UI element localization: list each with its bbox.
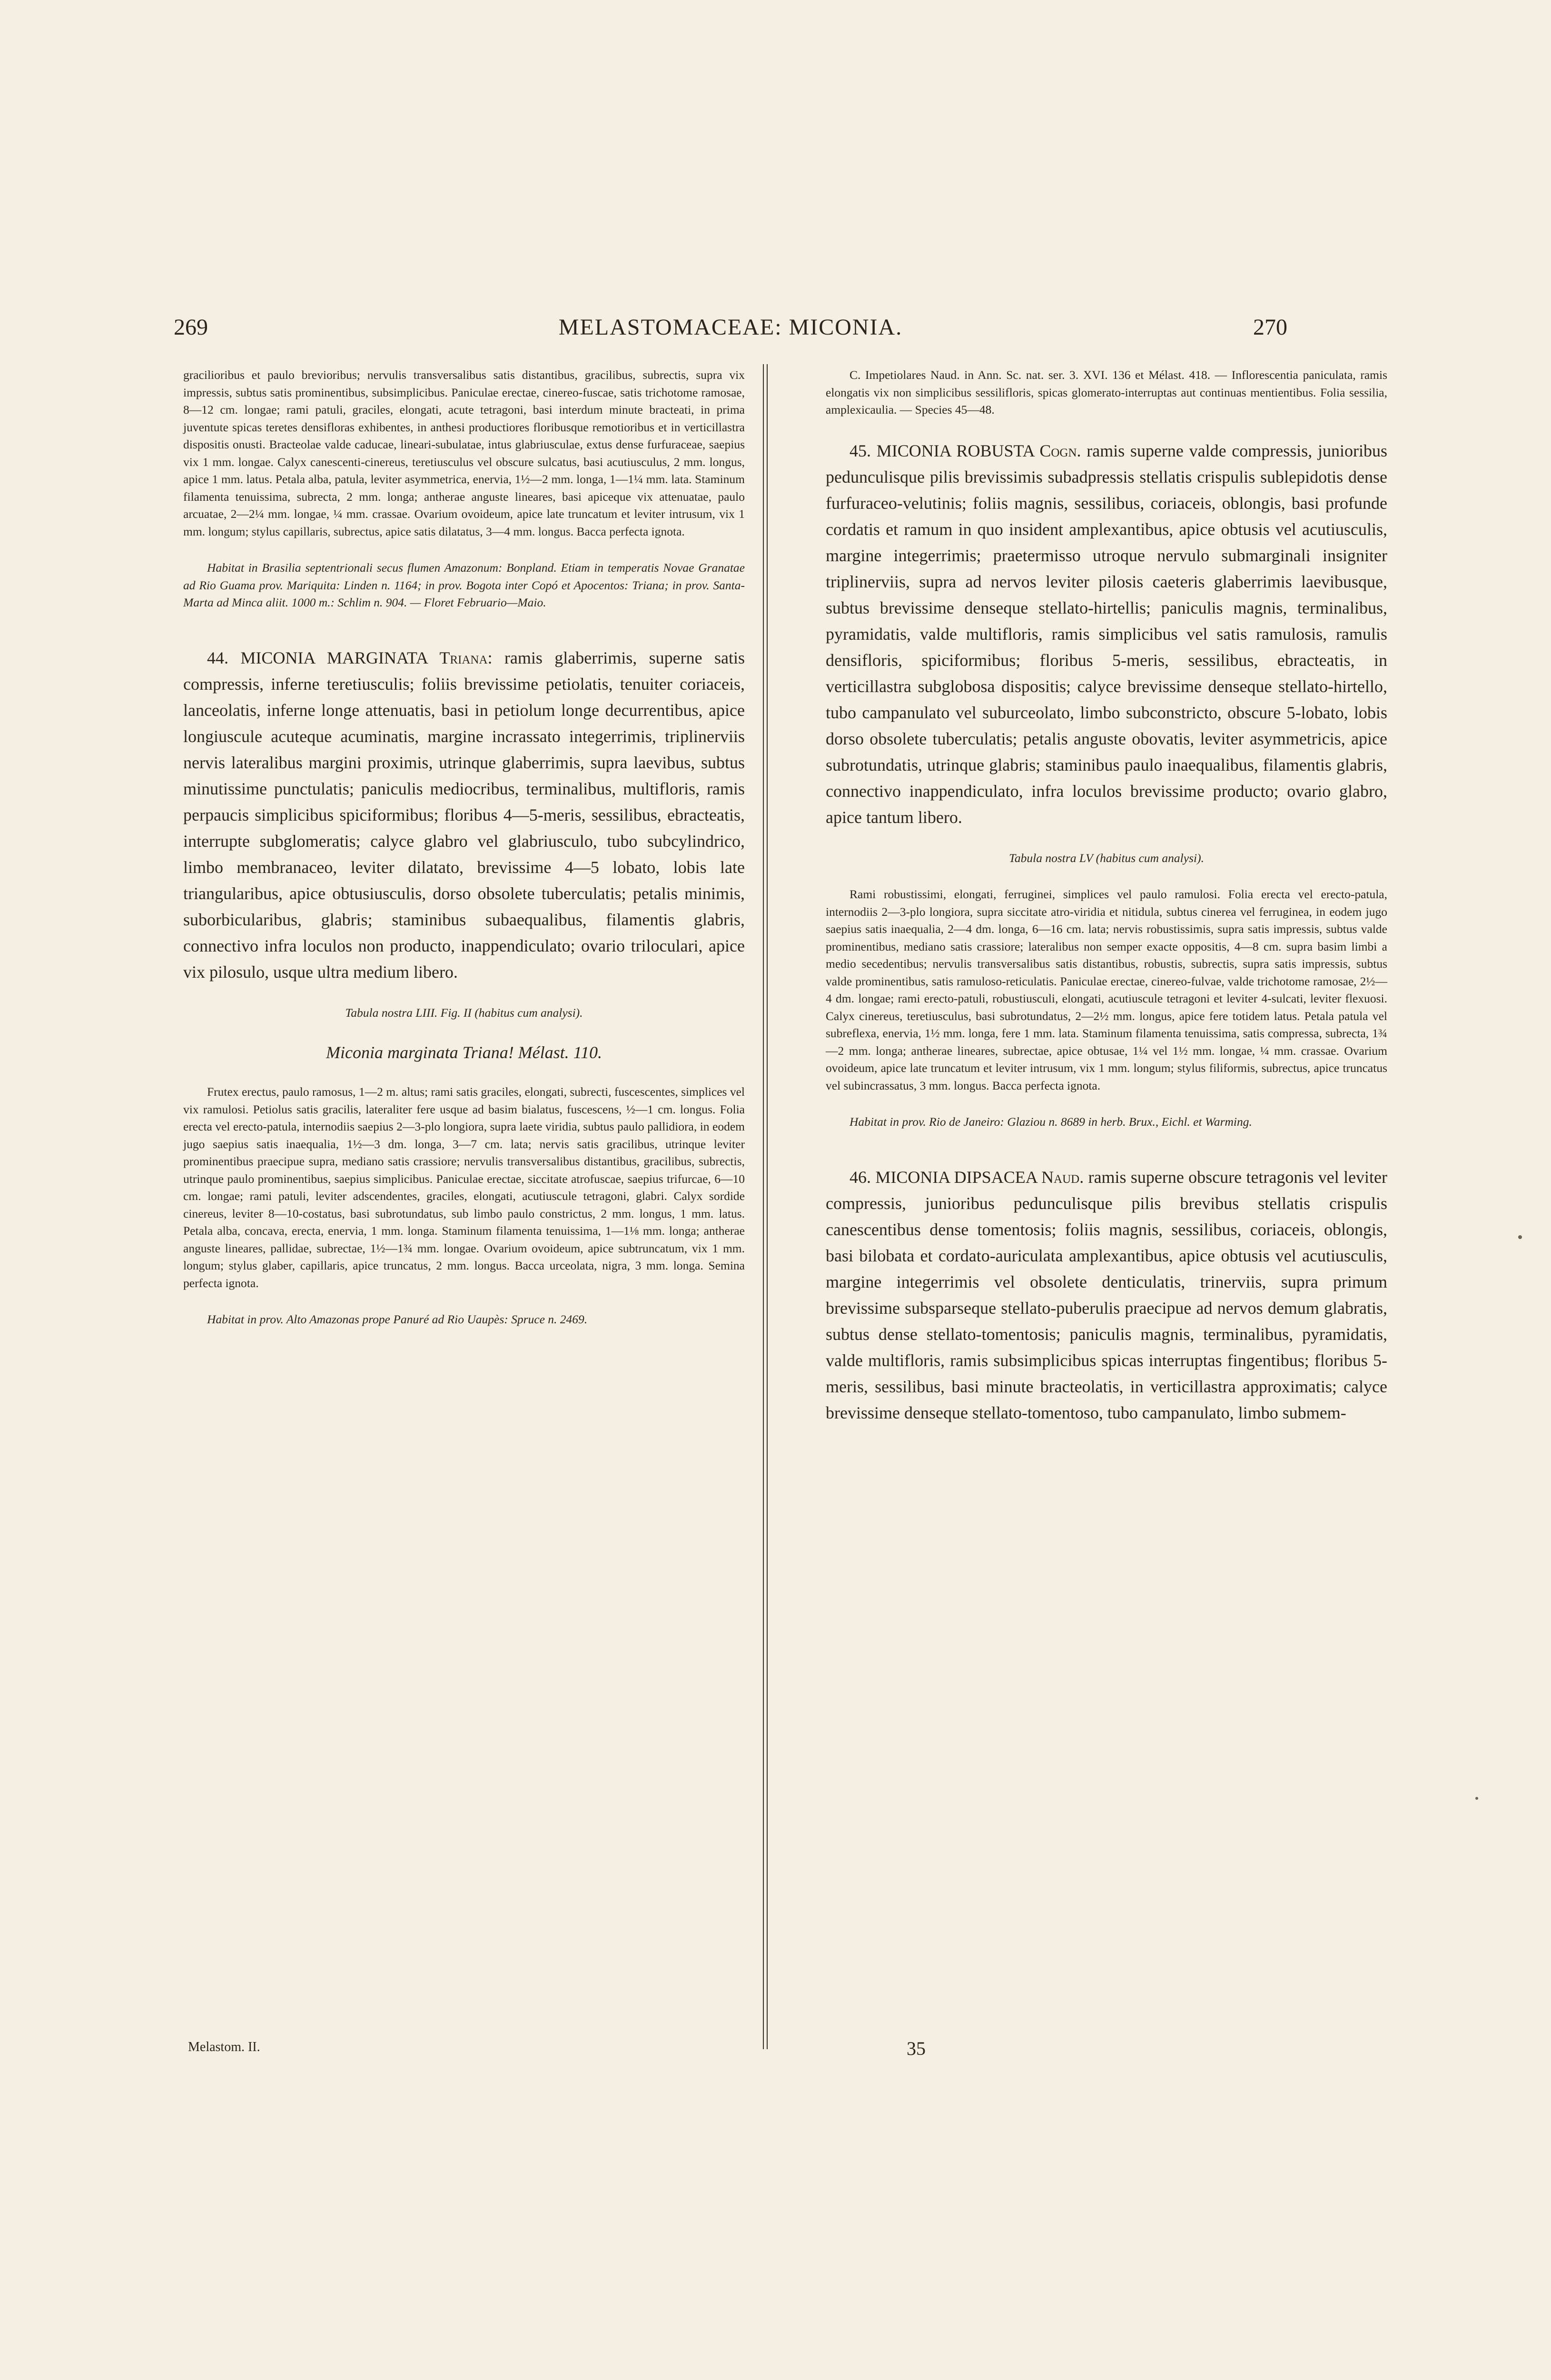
description-45: Rami robustissimi, elongati, ferruginei, simplices vel paulo ramulosi. Folia erecta vel erecto-patula, internodiis 2—3-plo longiora, supra siccitate atro-viridia et nitidula, subtus cinerea vel ferruginea, in eodem jugo saepius satis inaequalia, 2—4 dm. longa, 6—16 cm. lata; nervis robustissimis, supra satis impressis, subtus valde prominentibus, mediano satis crassiore; lateralibus non semper exacte oppositis, 4—8 cm. supra basim limbi a medio secedentibus; nervulis transversalibus satis distantibus, robustis, subrectis, supra satis impressis, subtus valde prominentibus, satis ramuloso-reticulatis. Paniculae erectae, cinereo-fulvae, valde trichotome ramosae, 2½—4 dm. longae; rami erecto-patuli, robustiusculi, elongati, acutiuscule tetragoni et leviter 4-sulcati, leviter flexuosi. Calyx cinereus, teretiusculus, basi subrotundatus, 2—2½ mm. longus, apice fere totidem latus. Petala patula vel subreflexa, enervia, 1½ mm. longa, fere 1 mm. lata. Staminum filamenta tenuissima, satis compressa, subrecta, 1¾—2 mm. longa; antherae lineares, subrectae, apice obtusae, 1¼ vel 1½ mm. longae, ¼ mm. crassae. Ovarium ovoideum, apice late truncatum et leviter intrusum, vix 1 mm. longum; stylus filiformis, subrectus, apice truncatus vel subincrassatus, 3 mm. longus. Bacca perfecta ignota.: [826, 887, 1387, 1092]
running-title: MELASTOMACEAE: MICONIA.: [558, 315, 903, 340]
species-46-number: 46.: [850, 1167, 871, 1187]
sheet-number: 35: [907, 2038, 926, 2059]
species-44-text: : ramis glaberrimis, superne satis compressis, inferne teretiusculis; foliis brevissime petiolatis, tenuiter coriaceis, lanceolatis, inferne longe attenuatis, basi in petiolum longe decurrentibus, apice longiuscule acuteque acuminatis, margine incrassato integerrimis, triplinerviis nervis lateralibus margini proximis, utrinque glaberrimis, supra laevibus, subtus minutissime punctulatis; paniculis mediocribus, terminalibus, multifloris, ramis perpaucis simplicibus spiciformibus; floribus 4—5-meris, sessilibus, ebracteatis, interrupte subglomeratis; calyce glabro vel glabriusculo, tubo subcylindrico, limbo membranaceo, leviter dilatato, brevissime 4—5 lobato, lobis late triangularibus, apice obtusiusculis, dorso obsolete tuberculatis; petalis minimis, suborbicularibus, glabris; staminibus subaequalibus, filamentis glabris, connectivo infra loculos non producto, inappendiculato; ovario triloculari, apice vix pilosulo, usque ultra medium libero.: [183, 648, 745, 982]
running-header: [174, 314, 1287, 352]
species-45-text: ramis superne valde compressis, junioribus pedunculisque pilis brevissimis subadpressis stellatis crispulis sublepidotis dense furfuraceo-velutinis; foliis magnis, sessilibus, coriaceis, oblongis, basi profunde cordatis et ramum in quo insident amplexantibus, apice obtusis vel acutiusculis, margine integerrimis; praetermisso utroque nervulo submarginali insigniter triplinerviis, supra ad nervos leviter pilosis caeteris glaberrimis laevibusque, subtus brevissime denseque stellato-hirtellis; paniculis magnis, terminalibus, pyramidatis, valde multifloris, ramis simplicibus vel satis ramulosis, ramulis densifloris, spiciformibus; floribus 5-meris, sessilibus, ebracteatis, in verticillastra subglobosa dispositis; calyce brevissime denseque stellato-hirtello, tubo campanulato vel suburceolato, limbo subconstricto, obscure 5-lobato, lobis dorso obsolete tuberculatis; petalis anguste obovatis, leviter asymmetricis, apice subrotundatis, utrinque glabris; staminibus paulo inaequalibus, filamentis glabris, connectivo inappendiculato, infra loculos brevissime producto; ovario glabro, apice tantum libero.: [826, 441, 1387, 827]
signature-mark: Melastom. II.: [188, 2040, 260, 2054]
species-44-name: MICONIA MARGINATA: [240, 648, 427, 667]
paper-speck: [1518, 1235, 1522, 1239]
habitat-44: Habitat in prov. Alto Amazonas prope Panuré ad Rio Uaupès: Spruce n. 2469.: [207, 1312, 588, 1326]
species-45-name: MICONIA ROBUSTA: [876, 441, 1034, 460]
column-divider: [763, 364, 768, 2049]
description-44: Frutex erectus, paulo ramosus, 1—2 m. altus; rami satis graciles, elongati, subrecti, fuscescentes, simplices vel vix ramulosi. Petiolus satis gracilis, lateraliter fere usque ad basim bialatus, fuscescens, ½—1 cm. longus. Folia erecta vel erecto-patula, internodiis saepius 2—3-plo longiora, supra laete viridia, subtus paulo pallidiora, in eodem jugo saepius satis inaequalia, 1½—3 dm. longa, 3—7 cm. lata; nervis satis gracilibus, utrinque leviter prominentibus praecipue supra, mediano satis crassiore; nervulis transversalibus distantibus, gracilibus, subrectis, utrinque paulo prominentibus, saepius simplicibus. Paniculae erectae, siccitate atrofuscae, saepius trifurcae, 6—10 cm. longae; rami patuli, leviter adscendentes, graciles, elongati, acutiuscule tetragoni, glabri. Calyx sordide cinereus, leviter 8—10-costatus, basi subrotundatus, sub limbo paulo constrictus, 2 mm. longus, 1 mm. latus. Petala alba, concava, erecta, enervia, 1 mm. longa. Staminum filamenta tenuissima, 1—1⅛ mm. longa; antherae anguste lineares, pallidae, subrectae, 1½—1¾ mm. longae. Ovarium ovoideum, apice subtruncatum, vix 1 mm. longum; stylus glaber, capillaris, apice truncatus, 2 mm. longus. Bacca urceolata, nigra, 3 mm. longa. Semina perfecta ignota.: [183, 1085, 745, 1290]
habitat-45: Habitat in prov. Rio de Janeiro: Glaziou n. 8689 in herb. Brux., Eichl. et Warming.: [850, 1115, 1252, 1129]
species-44-diagnosis: [183, 645, 745, 985]
right-column: [826, 367, 1387, 1426]
species-46-author: Naud.: [1041, 1167, 1084, 1187]
species-45-author: Cogn.: [1039, 441, 1081, 460]
species-46-name: MICONIA DIPSACEA: [875, 1167, 1037, 1187]
tabula-44: Tabula nostra LIII. Fig. II (habitus cum analysi).: [345, 1005, 583, 1020]
species-45-diagnosis: [826, 438, 1387, 831]
species-46-text: ramis superne obscure tetragonis vel leviter compressis, junioribus pedunculisque pilis brevibus stellatis crispulis canescentibus dense tomentosis; foliis magnis, sessilibus, coriaceis, oblongis, basi bilobata et cordato-auriculata amplexantibus, apice obtusis vel acutiusculis, margine integerrimis vel obsolete denticulatis, trinerviis, supra primum brevissime subsparseque stellato-puberulis praecipue ad nervos demum glabratis, subtus dense stellato-tomentosis; paniculis magnis, terminalibus, pyramidatis, valde multifloris, ramis subsimplicibus spicas interruptas fingentibus; floribus 5-meris, sessilibus, basi minute bracteolatis, in verticillastra approximatis; calyce brevissime denseque stellato-tomentoso, tubo campanulato, limbo submem-: [826, 1167, 1388, 1422]
intro-paragraph: gracilioribus et paulo brevioribus; nervulis transversalibus satis distantibus, gracilibus, subrectis, supra vix impressis, subtus satis prominentibus, subsimplicibus. Paniculae erectae, cinereo-fuscae, satis trichotome ramosae, 8—12 cm. longae; rami patuli, graciles, elongati, acute tetragoni, basi interdum minute bracteati, in prima juventute spicas teretes densifloras exhibentes, in anthesi productiores floribusque remotioribus et in verticillastra dispositis onusti. Bracteolae valde caducae, lineari-subulatae, intus glabriusculae, extus dense furfuraceae, saepius vix 1 mm. longae. Calyx canescenti-cinereus, teretiusculus vel obscure sulcatus, basi acutiusculus, 2 mm. longus, apice 1 mm. latus. Petala alba, patula, leviter asymmetrica, enervia, 1½—2 mm. longa, 1—1¼ mm. lata. Staminum filamenta tenuissima, subrecta, 2 mm. longa; antherae anguste lineares, basi apiceque vix attenuatae, paulo arcuatae, 2—2¼ mm. longae, ¼ mm. crassae. Ovarium ovoideum, apice late truncatum et leviter intrusum, vix 1 mm. longum; stylus capillaris, subrectus, apice satis dilatatus, 3—4 mm. longus. Bacca perfecta ignota.: [183, 368, 745, 538]
synonym-44: Miconia marginata Triana! Mélast. 110.: [326, 1043, 602, 1062]
right-page-number: 270: [1253, 315, 1287, 340]
species-45-number: 45.: [850, 441, 871, 460]
species-46-diagnosis: [826, 1164, 1387, 1426]
paper-speck: [1475, 1797, 1478, 1800]
tabula-45: Tabula nostra LV (habitus cum analysi).: [1009, 851, 1204, 865]
left-column: [183, 367, 745, 1329]
species-44-author: Triana: [439, 648, 488, 667]
habitat-43: Habitat in Brasilia septentrionali secus flumen Amazonum: Bonpland. Etiam in temperatis Novae Granatae ad Rio Guama prov. Mariquita: Linden n. 1164; in prov. Bogota inter Copó et Apocentos: Triana; in prov. Santa-Marta ad Minca aliit. 1000 m.: Schlim n. 904. — Floret Februario—Maio.: [183, 561, 745, 609]
species-44-number: 44.: [207, 648, 228, 667]
left-page-number: 269: [174, 315, 208, 340]
section-c: C. Impetiolares Naud. in Ann. Sc. nat. ser. 3. XVI. 136 et Mélast. 418. — Inflorescentia paniculata, ramis elongatis vix non simplicibus sessilifloris, spicas glomerato-interruptas aut continuas mentientibus. Folia sessilia, amplexicaulia. — Species 45—48.: [826, 368, 1387, 416]
